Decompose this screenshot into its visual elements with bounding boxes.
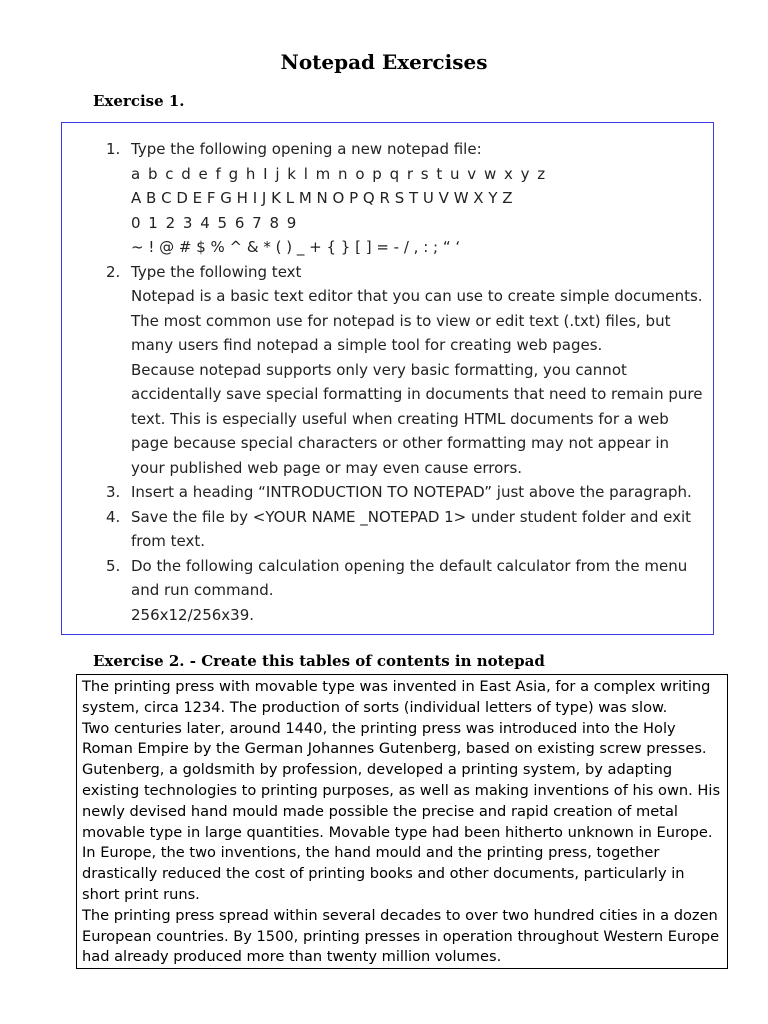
paragraph: In Europe, the two inventions, the hand mould and the printing press, together drastically reduced the cost of printing books and other documents, particularly in short print runs. [82,844,685,903]
item-number: 2. [106,262,121,281]
exercise-1-image-box [61,122,714,635]
item-number: 1. [106,140,121,158]
exercise-1-heading: Exercise 1. [93,92,185,110]
item-line: 0 1 2 3 4 5 6 7 8 9 [131,213,298,232]
item-line: from text. [131,532,206,550]
page-title: Notepad Exercises [280,50,488,74]
exercise-2-heading: Exercise 2. - Create this tables of contents in notepad [93,652,545,670]
item-line: your published web page or may even cause errors. [131,458,523,477]
item-line: A B C D E F G H I J K L M N O P Q R S T U V W X Y Z [131,189,513,207]
paragraph: Gutenberg, a goldsmith by profession, developed a printing system, by adapting existing technologies to printing purposes, as well as making inventions of his own. His newly devised hand mould made possible the precise and rapid creation of metal movable type in large quantities. Movable type had been hitherto unknown in Europe. [82,761,721,841]
item-line: and run command. [131,581,274,599]
item-number: 3. [106,483,121,501]
item-line: Insert a heading “INTRODUCTION TO NOTEPAD” just above the paragraph. [131,483,692,501]
exercise-1-item [106,260,706,481]
item-line: page because special characters or other formatting may not appear in [131,434,670,452]
item-line: a b c d e f g h I j k l m n o p q r s t u v w x y z [131,164,547,183]
item-line: Type the following opening a new notepad file: [131,140,482,158]
paragraph: The printing press with movable type was invented in East Asia, for a complex writing system, circa 1234. The production of sorts (individual letters of type) was slow. [82,678,711,716]
item-line: Do the following calculation opening the default calculator from the menu [131,556,688,575]
item-number: 4. [106,507,121,526]
item-line: Type the following text [131,262,302,281]
item-line: ~ ! @ # $ % ^ & * ( ) _ + { } [ ] = - / , : ; “ ‘ [131,238,461,256]
exercise-2-text-box [76,674,728,969]
item-number: 5. [106,556,121,575]
item-line: Save the file by <YOUR NAME _NOTEPAD 1> under student folder and exit [131,507,692,526]
item-line: Because notepad supports only very basic formatting, you cannot [131,360,627,379]
exercise-1-item [106,554,706,628]
exercise-1-list [106,137,706,627]
exercise-1-item [106,137,706,260]
paragraph: Two centuries later, around 1440, the printing press was introduced into the Holy Roman Empire by the German Johannes Gutenberg, based on existing screw presses. [82,719,707,758]
item-line: 256x12/256x39. [131,605,255,624]
item-line: text. This is especially useful when creating HTML documents for a web [131,409,669,428]
exercise-1-item [106,480,706,505]
item-line: Notepad is a basic text editor that you can use to create simple documents. [131,287,703,305]
paragraph: The printing press spread within several decades to over two hundred cities in a dozen European countries. By 1500, printing presses in operation throughout Western Europe had already produced more than twenty million volumes. [82,906,720,966]
exercise-1-item [106,505,706,554]
item-line: many users find notepad a simple tool for creating web pages. [131,336,603,354]
item-line: accidentally save special formatting in documents that need to remain pure [131,385,703,403]
item-line: The most common use for notepad is to view or edit text (.txt) files, but [131,311,671,330]
